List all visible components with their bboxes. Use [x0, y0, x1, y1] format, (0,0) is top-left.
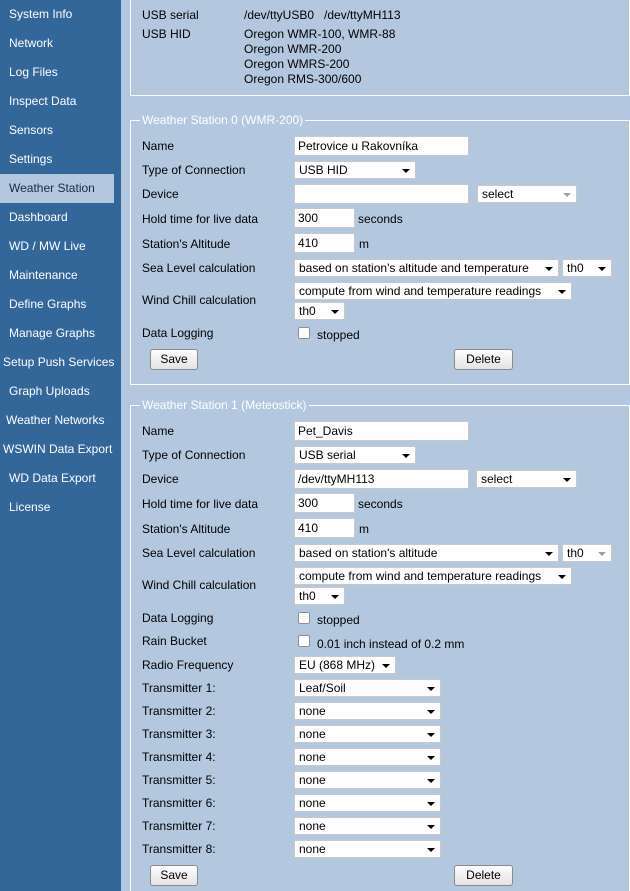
sea-level-value: based on station's altitude and temperature	[299, 261, 529, 275]
connection-type-value: USB serial	[299, 448, 356, 462]
device-input[interactable]	[294, 184, 469, 204]
delete-button[interactable]: Delete	[454, 349, 513, 370]
wind-chill-sensor-select[interactable]	[294, 587, 345, 605]
transmitter-label: Transmitter 7:	[142, 819, 216, 833]
station-name-input[interactable]: Petrovice u Rakovníka	[294, 136, 469, 156]
hold-time-input[interactable]: 300	[294, 208, 355, 228]
transmitter-select[interactable]	[294, 771, 441, 789]
chevron-down-icon	[427, 848, 435, 852]
hold-time-label: Hold time for live data	[142, 212, 259, 226]
rain-bucket-option-label: 0.01 inch instead of 0.2 mm	[317, 637, 465, 651]
device-select-value: select	[481, 472, 513, 486]
wind-chill-select[interactable]	[294, 282, 572, 300]
sea-level-label: Sea Level calculation	[142, 546, 256, 560]
chevron-down-icon	[427, 733, 435, 737]
weather-station-0-legend: Weather Station 0 (WMR-200)	[142, 113, 304, 127]
sea-level-sensor-select[interactable]	[562, 259, 612, 277]
transmitter-select[interactable]	[294, 679, 441, 697]
transmitter-select[interactable]	[294, 817, 441, 835]
sidebar-item-wd-mw-live[interactable]: WD / MW Live	[9, 239, 86, 253]
usb-hid-value: Oregon WMR-200	[244, 42, 342, 56]
transmitter-label: Transmitter 2:	[142, 704, 216, 718]
main-content	[121, 0, 630, 891]
chevron-down-icon	[331, 310, 339, 314]
transmitter-select[interactable]	[294, 794, 441, 812]
connection-type-select[interactable]	[294, 446, 416, 464]
sidebar-item-log-files[interactable]: Log Files	[9, 65, 58, 79]
sea-level-value: based on station's altitude	[299, 546, 438, 560]
chevron-down-icon	[402, 454, 410, 458]
sidebar-item-network[interactable]: Network	[9, 36, 54, 50]
sea-level-sensor-value: th0	[567, 546, 584, 560]
name-label: Name	[142, 424, 175, 438]
delete-button[interactable]: Delete	[454, 865, 513, 886]
chevron-down-icon	[563, 478, 571, 482]
transmitter-select[interactable]	[294, 702, 441, 720]
sidebar-item-weather-station[interactable]: Weather Station	[0, 174, 114, 203]
chevron-down-icon	[427, 802, 435, 806]
save-button[interactable]: Save	[150, 865, 198, 886]
usb-hid-label: USB HID	[142, 27, 191, 41]
wind-chill-sensor-value: th0	[299, 304, 316, 318]
sidebar-item-graph-uploads[interactable]: Graph Uploads	[9, 384, 90, 398]
transmitter-value: none	[299, 727, 326, 741]
chevron-down-icon	[598, 267, 606, 271]
wind-chill-label: Wind Chill calculation	[142, 293, 257, 307]
sidebar-item-inspect-data[interactable]: Inspect Data	[9, 94, 77, 108]
sidebar-item-weather-networks[interactable]: Weather Networks	[6, 413, 105, 427]
hold-time-label: Hold time for live data	[142, 497, 259, 511]
seconds-unit: seconds	[358, 497, 403, 511]
transmitter-value: none	[299, 704, 326, 718]
altitude-label: Station's Altitude	[142, 237, 231, 251]
station-name-input[interactable]: Pet_Davis	[294, 421, 469, 441]
seconds-unit: seconds	[358, 212, 403, 226]
sea-level-sensor-select[interactable]	[562, 544, 612, 562]
transmitter-value: none	[299, 842, 326, 856]
device-input[interactable]: /dev/ttyMH113	[294, 469, 469, 489]
sea-level-select[interactable]	[294, 259, 559, 277]
transmitter-label: Transmitter 3:	[142, 727, 216, 741]
sidebar-item-system-info[interactable]: System Info	[9, 7, 73, 21]
chevron-down-icon	[427, 825, 435, 829]
wind-chill-value: compute from wind and temperature readings	[299, 569, 542, 583]
meters-unit: m	[359, 237, 369, 251]
chevron-down-icon	[598, 552, 606, 556]
chevron-down-icon	[558, 575, 566, 579]
chevron-down-icon	[427, 756, 435, 760]
sea-level-select[interactable]	[294, 544, 559, 562]
sidebar-item-manage-graphs[interactable]: Manage Graphs	[9, 326, 96, 340]
radio-frequency-select[interactable]	[294, 656, 396, 674]
transmitter-value: none	[299, 750, 326, 764]
radio-frequency-value: EU (868 MHz)	[299, 658, 376, 672]
transmitter-label: Transmitter 4:	[142, 750, 216, 764]
device-select[interactable]	[476, 470, 577, 488]
transmitter-value: none	[299, 819, 326, 833]
connection-type-select[interactable]	[294, 161, 416, 179]
transmitter-label: Transmitter 1:	[142, 681, 216, 695]
name-label: Name	[142, 139, 175, 153]
chevron-down-icon	[402, 169, 410, 173]
weather-station-1-legend: Weather Station 1 (Meteostick)	[142, 398, 307, 412]
sidebar-item-wswin-data-export[interactable]: WSWIN Data Export	[3, 442, 113, 456]
rain-bucket-checkbox[interactable]	[298, 635, 310, 647]
sidebar-item-dashboard[interactable]: Dashboard	[9, 210, 68, 224]
sidebar-item-define-graphs[interactable]: Define Graphs	[9, 297, 87, 311]
data-logging-label: Data Logging	[142, 611, 214, 625]
usb-hid-value: Oregon RMS-300/600	[244, 72, 362, 86]
transmitter-value: none	[299, 796, 326, 810]
connection-label: Type of Connection	[142, 163, 246, 177]
stopped-label: stopped	[317, 328, 360, 342]
altitude-input[interactable]: 410	[294, 233, 355, 253]
data-logging-label: Data Logging	[142, 326, 214, 340]
chevron-down-icon	[563, 193, 571, 197]
usb-serial-value: /dev/ttyUSB0 /dev/ttyMH113	[244, 8, 401, 22]
altitude-label: Station's Altitude	[142, 522, 231, 536]
wind-chill-select[interactable]	[294, 567, 572, 585]
chevron-down-icon	[427, 687, 435, 691]
transmitter-select[interactable]	[294, 840, 441, 858]
sidebar-item-maintenance[interactable]: Maintenance	[9, 268, 78, 282]
transmitter-label: Transmitter 5:	[142, 773, 216, 787]
transmitter-label: Transmitter 6:	[142, 796, 216, 810]
chevron-down-icon	[382, 664, 390, 668]
device-label: Device	[142, 472, 179, 486]
wind-chill-sensor-value: th0	[299, 589, 316, 603]
sidebar-item-settings[interactable]: Settings	[9, 152, 53, 166]
altitude-input[interactable]: 410	[294, 518, 355, 538]
sidebar-item-license[interactable]: License	[9, 500, 51, 514]
device-label: Device	[142, 187, 179, 201]
radio-frequency-label: Radio Frequency	[142, 658, 234, 672]
wind-chill-sensor-select[interactable]	[294, 302, 345, 320]
transmitter-select[interactable]	[294, 725, 441, 743]
connection-label: Type of Connection	[142, 448, 246, 462]
device-select[interactable]	[477, 185, 577, 203]
chevron-down-icon	[427, 710, 435, 714]
chevron-down-icon	[545, 552, 553, 556]
data-logging-checkbox[interactable]	[298, 612, 310, 624]
chevron-down-icon	[545, 267, 553, 271]
chevron-down-icon	[331, 595, 339, 599]
sidebar-nav	[0, 0, 121, 891]
save-button[interactable]: Save	[150, 349, 198, 370]
sidebar-item-sensors[interactable]: Sensors	[9, 123, 54, 137]
usb-serial-label: USB serial	[142, 8, 199, 22]
wind-chill-label: Wind Chill calculation	[142, 578, 257, 592]
sidebar-item-wd-data-export[interactable]: WD Data Export	[9, 471, 96, 485]
hold-time-input[interactable]: 300	[294, 493, 355, 513]
transmitter-select[interactable]	[294, 748, 441, 766]
transmitter-label: Transmitter 8:	[142, 842, 216, 856]
connection-type-value: USB HID	[299, 163, 348, 177]
transmitter-value: none	[299, 773, 326, 787]
device-select-value: select	[482, 187, 514, 201]
usb-hid-value: Oregon WMR-100, WMR-88	[244, 27, 396, 41]
sidebar-item-setup-push-services[interactable]: Setup Push Services	[3, 355, 115, 369]
transmitter-value: Leaf/Soil	[299, 681, 346, 695]
usb-devices-panel	[130, 0, 630, 96]
rain-bucket-label: Rain Bucket	[142, 634, 207, 648]
wind-chill-value: compute from wind and temperature readings	[299, 284, 542, 298]
chevron-down-icon	[427, 779, 435, 783]
data-logging-checkbox[interactable]	[298, 327, 310, 339]
meters-unit: m	[359, 522, 369, 536]
sea-level-sensor-value: th0	[567, 261, 584, 275]
chevron-down-icon	[558, 290, 566, 294]
sea-level-label: Sea Level calculation	[142, 261, 256, 275]
usb-hid-value: Oregon WMRS-200	[244, 57, 350, 71]
stopped-label: stopped	[317, 613, 360, 627]
